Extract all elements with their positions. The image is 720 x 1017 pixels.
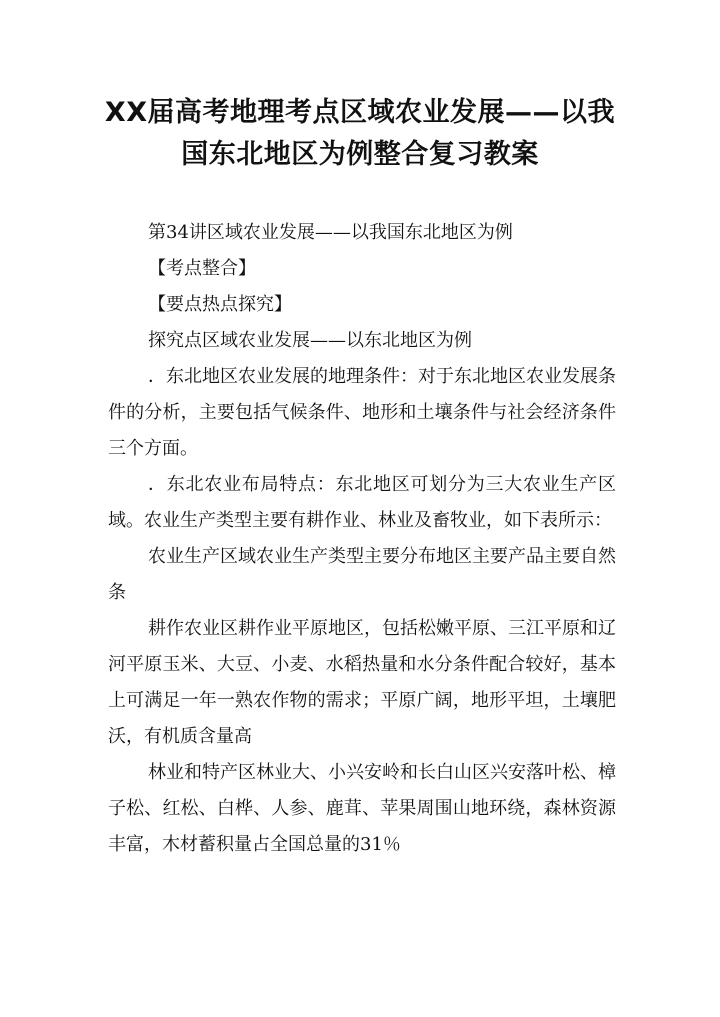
exploration-heading: 探究点区域农业发展——以东北地区为例 [148,330,472,351]
document-title [60,92,660,176]
title-line-1: XX届高考地理考点区域农业发展——以我 [104,97,616,128]
paragraph-forestry-zone: 林业和特产区林业大、小兴安岭和长白山区兴安落叶松、樟子松、红松、白桦、人参、鹿茸、苹果周围山地环绕，森林资源丰富，木材蓄积量占全国总量的31％ [108,762,616,855]
paragraph-farming-zone: 耕作农业区耕作业平原地区，包括松嫩平原、三江平原和辽河平原玉米、大豆、小麦、水稻热量和水分条件配合较好，基本上可满足一年一熟农作物的需求；平原广阔，地形平坦，土壤肥沃，有机质含量高 [108,618,616,747]
lesson-heading: 第34讲区域农业发展——以我国东北地区为例 [148,222,513,243]
document-body [108,215,616,863]
paragraph-geographic-conditions: ．东北地区农业发展的地理条件：对于东北地区农业发展条件的分析，主要包括气候条件、地形和土壤条件与社会经济条件三个方面。 [108,366,616,459]
section-heading-hot-topics: 【要点热点探究】 [148,294,292,315]
paragraph-layout-features: ．东北农业布局特点：东北地区可划分为三大农业生产区域。农业生产类型主要有耕作业、林业及畜牧业，如下表所示： [108,474,616,531]
title-line-2: 国东北地区为例整合复习教案 [181,139,539,170]
table-header-text: 农业生产区域农业生产类型主要分布地区主要产品主要自然条 [108,546,616,603]
section-heading-key-points: 【考点整合】 [148,258,256,279]
